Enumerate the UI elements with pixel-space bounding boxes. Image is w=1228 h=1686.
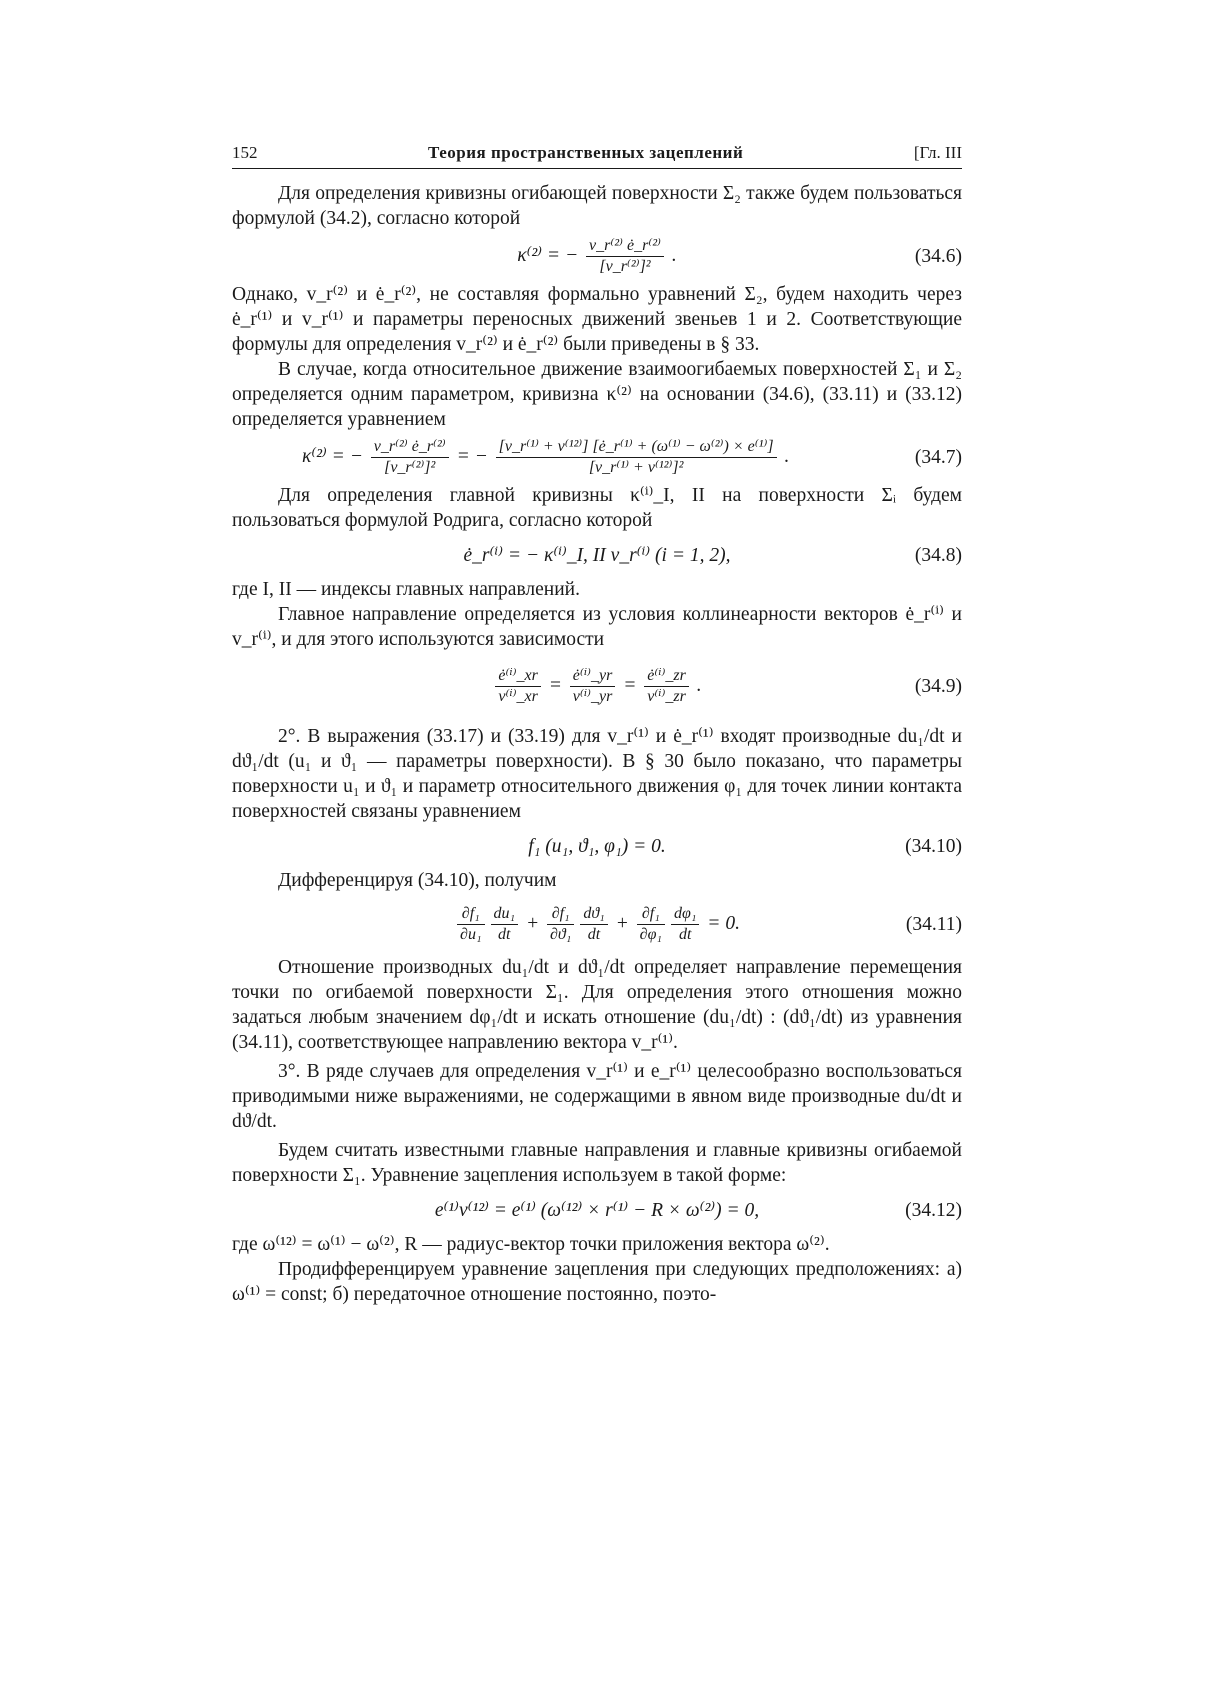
paragraph: Будем считать известными главные направления и главные кривизны огибаемой поверхности Σ₁. Уравнение зацепления используем в такой форме: — [232, 1140, 962, 1186]
equation-number: (34.9) — [914, 675, 962, 697]
eq-tail: . — [696, 674, 702, 696]
eq-fraction — [491, 905, 519, 944]
paragraph: Продифференцируем уравнение зацепления при следующих предположениях: а) ω⁽¹⁾ = const; б) передаточное отношение постоянно, поэто- — [232, 1259, 962, 1305]
eq-plus: + — [615, 912, 629, 934]
eq-denominator: ∂u₁ — [460, 925, 482, 943]
eq-equals: = — [548, 674, 562, 696]
eq-denominator: dt — [498, 925, 511, 943]
eq-denominator: [v_r⁽²⁾]² — [599, 258, 651, 275]
eq-middle: = − — [456, 445, 488, 467]
eq-denominator: dt — [587, 925, 601, 943]
eq-numerator: v_r⁽²⁾ ė_r⁽²⁾ — [371, 438, 449, 458]
eq-numerator: ė⁽ⁱ⁾_zr — [644, 667, 689, 687]
eq-fraction — [495, 667, 541, 706]
eq-numerator: du₁ — [491, 905, 519, 925]
eq-denominator: [v_r⁽¹⁾ + v⁽¹²⁾]² — [588, 459, 684, 476]
eq-equals: = — [623, 674, 637, 696]
eq-denominator: dt — [678, 925, 692, 943]
eq-denominator: v⁽ⁱ⁾_yr — [572, 687, 613, 705]
equation-34-10 — [232, 830, 962, 862]
eq-denominator: ∂φ₁ — [639, 925, 662, 943]
eq-fraction — [637, 905, 665, 944]
eq-fraction — [580, 905, 607, 944]
equation-34-12 — [232, 1194, 962, 1226]
paragraph: где I, II — индексы главных направлений. — [232, 579, 580, 600]
eq-fraction — [644, 667, 689, 706]
book-page — [232, 140, 962, 1307]
eq-lhs: κ⁽²⁾ = − — [517, 244, 579, 266]
equation-34-9 — [232, 658, 962, 714]
eq-fraction — [371, 438, 449, 477]
eq-fraction — [496, 438, 777, 477]
equation-34-7 — [232, 438, 962, 477]
eq-fraction — [457, 905, 484, 944]
eq-numerator: ∂f₁ — [457, 905, 484, 925]
paragraph: Однако, v_r⁽²⁾ и ė_r⁽²⁾, не составляя формально уравнений Σ₂, будем находить через ė_r⁽¹⁾ и v_r⁽¹⁾ и параметры переносных движений звеньев 1 и 2. Соответствующие формулы для определения v_r⁽²⁾ и ė_r⁽²⁾ были приведены в § 33. — [232, 284, 962, 355]
eq-lhs: κ⁽²⁾ = − — [302, 445, 363, 467]
equation-34-8 — [232, 539, 962, 571]
running-header — [232, 140, 962, 169]
eq-body: f₁ (u₁, ϑ₁, φ₁) = 0. — [528, 835, 666, 857]
eq-denominator: [v_r⁽²⁾]² — [384, 459, 436, 476]
equation-number: (34.8) — [914, 544, 962, 566]
eq-denominator: v⁽ⁱ⁾_xr — [498, 687, 538, 705]
paragraph: Для определения главной кривизны κ⁽ⁱ⁾_I, II на поверхности Σᵢ будем пользоваться формулой Родрига, согласно которой — [232, 485, 962, 531]
page-number: 152 — [232, 143, 258, 162]
eq-tail: . — [784, 445, 790, 467]
eq-tail: = 0. — [707, 912, 740, 934]
paragraph: В случае, когда относительное движение взаимоогибаемых поверхностей Σ₁ и Σ₂ определяется одним параметром, кривизна κ⁽²⁾ на основании (34.6), (33.11) и (33.12) определяется уравнением — [232, 359, 962, 430]
eq-numerator: ∂f₁ — [637, 905, 665, 925]
paragraph: Главное направление определяется из условия коллинеарности векторов ė_r⁽ⁱ⁾ и v_r⁽ⁱ⁾, и для этого используются зависимости — [232, 604, 962, 650]
eq-fraction — [570, 667, 616, 706]
paragraph: Отношение производных du₁/dt и dϑ₁/dt определяет направление перемещения точки по огибаемой поверхности Σ₁. Для определения этого отношения можно задаться любым значением dφ₁/dt и искать отношение (du₁/dt) : (dϑ₁/dt) из уравнения (34.11), соответствующее направлению вектора v_r⁽¹⁾. — [232, 957, 962, 1053]
eq-numerator: dϑ₁ — [580, 905, 607, 925]
equation-34-6 — [232, 237, 962, 276]
eq-body: ė_r⁽ⁱ⁾ = − κ⁽ⁱ⁾_I, II v_r⁽ⁱ⁾ (i = 1, 2), — [463, 544, 731, 566]
chapter-label: [Гл. III — [913, 143, 962, 162]
eq-numerator: v_r⁽²⁾ ė_r⁽²⁾ — [586, 237, 664, 257]
running-title: Теория пространственных зацеплений — [428, 143, 744, 162]
paragraph: Для определения кривизны огибающей поверхности Σ₂ также будем пользоваться формулой (34.2), согласно которой — [232, 183, 962, 229]
eq-numerator: [v_r⁽¹⁾ + v⁽¹²⁾] [ė_r⁽¹⁾ + (ω⁽¹⁾ − ω⁽²⁾) × e⁽¹⁾] — [496, 438, 777, 458]
eq-fraction — [547, 905, 574, 944]
eq-numerator: ė⁽ⁱ⁾_xr — [495, 667, 541, 687]
equation-number: (34.10) — [905, 835, 962, 857]
eq-denominator: v⁽ⁱ⁾_zr — [647, 687, 686, 705]
equation-number: (34.7) — [914, 447, 962, 468]
eq-numerator: dφ₁ — [671, 905, 699, 925]
eq-body: e⁽¹⁾v⁽¹²⁾ = e⁽¹⁾ (ω⁽¹²⁾ × r⁽¹⁾ − R × ω⁽²⁾) = 0, — [434, 1199, 760, 1221]
eq-fraction — [586, 237, 664, 276]
eq-tail: . — [671, 244, 677, 266]
paragraph: где ω⁽¹²⁾ = ω⁽¹⁾ − ω⁽²⁾, R — радиус-вектор точки приложения вектора ω⁽²⁾. — [232, 1234, 830, 1255]
paragraph: Дифференцируя (34.10), получим — [278, 870, 557, 891]
paragraph: 2°. В выражения (33.17) и (33.19) для v_r⁽¹⁾ и ė_r⁽¹⁾ входят производные du₁/dt и dϑ₁/dt (u₁ и ϑ₁ — параметры поверхности). В § 30 было показано, что параметры поверхности u₁ и ϑ₁ и параметр относительного движения φ₁ для точек линии контакта поверхностей связаны уравнением — [232, 726, 962, 822]
equation-number: (34.11) — [905, 913, 962, 935]
eq-plus: + — [525, 912, 540, 934]
eq-numerator: ∂f₁ — [547, 905, 574, 925]
equation-number: (34.6) — [914, 246, 962, 267]
equation-34-11 — [232, 899, 962, 949]
eq-numerator: ė⁽ⁱ⁾_yr — [570, 667, 616, 687]
paragraph: 3°. В ряде случаев для определения v_r⁽¹⁾ и e_r⁽¹⁾ целесообразно воспользоваться приводимыми ниже выражениями, не содержащими в явном виде производные du/dt и dϑ/dt. — [232, 1061, 962, 1132]
equation-number: (34.12) — [905, 1199, 962, 1221]
eq-fraction — [671, 905, 699, 944]
eq-denominator: ∂ϑ₁ — [549, 925, 572, 943]
